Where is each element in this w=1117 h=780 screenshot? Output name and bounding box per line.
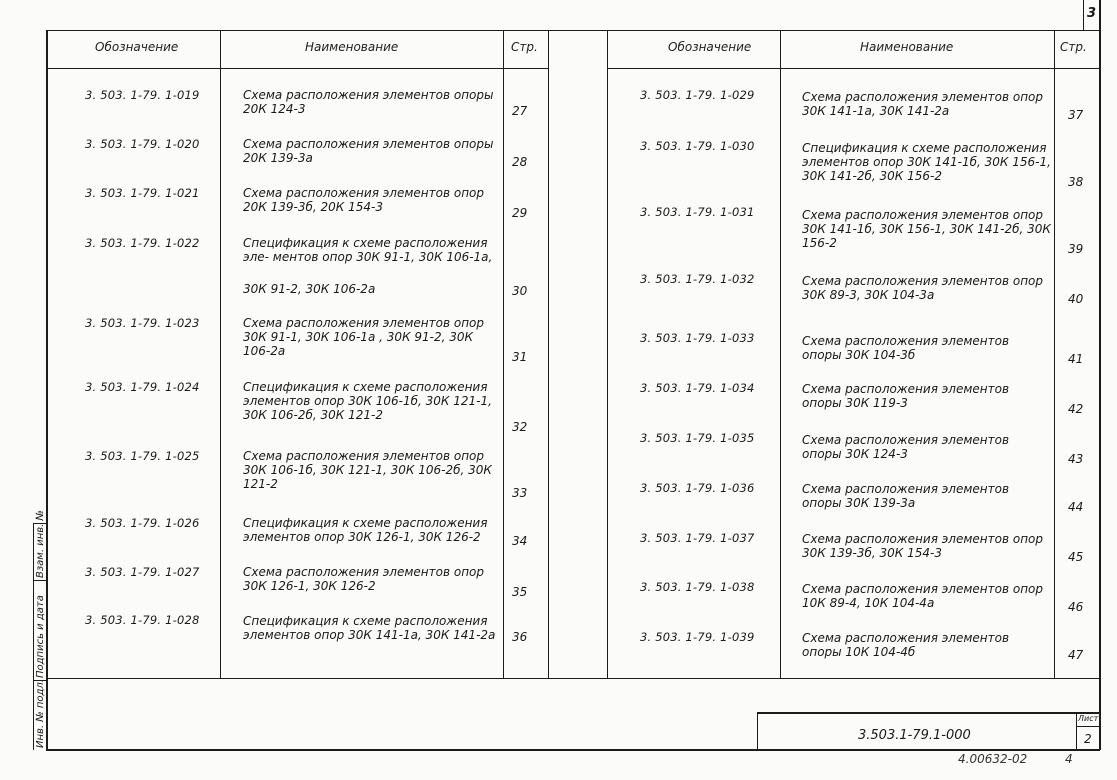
sheet-label: Лист bbox=[1078, 714, 1099, 723]
row-name: Схема расположения элементов опор 10К 89-4, 10К 104-4а bbox=[802, 582, 1044, 610]
row-name: Спецификация к схеме расположения эле- ментов опор 30К 91-1, 30К 106-1а, bbox=[243, 236, 493, 264]
side-label-replacement-inv: Взам. инв. № bbox=[35, 510, 46, 578]
row-page: 40 bbox=[1068, 292, 1084, 306]
row-name: Схема расположения элементов опор 30К 91-1, 30К 106-1а , 30К 91-2, 30К 106-2а bbox=[243, 316, 485, 358]
row-code: 3. 503. 1-79. 1-026 bbox=[85, 516, 200, 530]
row-name: Схема расположения элементов опоры 20К 124-3 bbox=[243, 88, 494, 116]
row-code: 3. 503. 1-79. 1-029 bbox=[640, 88, 755, 102]
row-name: Схема расположения элементов опоры 30К 124-3 bbox=[802, 433, 1010, 461]
row-page: 45 bbox=[1068, 550, 1084, 564]
row-code: 3. 503. 1-79. 1-025 bbox=[85, 449, 200, 463]
row-code: 3. 503. 1-79. 1-019 bbox=[85, 88, 200, 102]
row-name: Схема расположения элементов опоры 30К 119-3 bbox=[802, 382, 1010, 410]
row-page: 33 bbox=[512, 486, 528, 500]
row-name: Спецификация к схеме расположения элементов опор 30К 126-1, 30К 126-2 bbox=[243, 516, 488, 544]
row-name: Схема расположения элементов опоры 20К 139-3а bbox=[243, 137, 494, 165]
row-page: 44 bbox=[1068, 500, 1084, 514]
header-name-right: Наименование bbox=[860, 40, 954, 54]
row-page: 29 bbox=[512, 206, 528, 220]
row-code: 3. 503. 1-79. 1-034 bbox=[640, 381, 755, 395]
row-page: 39 bbox=[1068, 242, 1084, 256]
row-page: 42 bbox=[1068, 402, 1084, 416]
frame-bottom bbox=[46, 749, 1100, 751]
row-name: Схема расположения элементов опор 30К 141-1б, 30К 156-1, 30К 141-2б, 30К 156-2 bbox=[802, 208, 1051, 250]
row-name: Схема расположения элементов опор 30К 106-1б, 30К 121-1, 30К 106-2б, 30К 121-2 bbox=[243, 449, 492, 491]
row-code: 3. 503. 1-79. 1-032 bbox=[640, 272, 755, 286]
sheet-value: 2 bbox=[1084, 732, 1092, 746]
row-code: 3. 503. 1-79. 1-037 bbox=[640, 531, 755, 545]
row-name: Спецификация к схеме расположения элементов опор 30К 141-1а, 30К 141-2а bbox=[243, 614, 496, 642]
row-page: 27 bbox=[512, 104, 528, 118]
row-code: 3. 503. 1-79. 1-028 bbox=[85, 613, 200, 627]
row-code: 3. 503. 1-79. 1-023 bbox=[85, 316, 200, 330]
row-page: 28 bbox=[512, 155, 528, 169]
row-name-continued: 30К 91-2, 30К 106-2а bbox=[243, 282, 376, 296]
row-page: 41 bbox=[1068, 352, 1084, 366]
row-page: 47 bbox=[1068, 648, 1084, 662]
row-code: 3. 503. 1-79. 1-030 bbox=[640, 139, 755, 153]
row-name: Схема расположения элементов опор 20К 139-3б, 20К 154-3 bbox=[243, 186, 485, 214]
header-name-left: Наименование bbox=[305, 40, 399, 54]
row-page: 36 bbox=[512, 630, 528, 644]
row-page: 32 bbox=[512, 420, 528, 434]
handwritten-note: 4.00632-02 bbox=[958, 752, 1028, 766]
row-page: 35 bbox=[512, 585, 528, 599]
row-code: 3. 503. 1-79. 1-022 bbox=[85, 236, 200, 250]
row-page: 37 bbox=[1068, 108, 1084, 122]
row-page: 34 bbox=[512, 534, 528, 548]
handwritten-num: 4 bbox=[1065, 752, 1073, 766]
document-code: 3.503.1-79.1-000 bbox=[858, 728, 971, 743]
row-code: 3. 503. 1-79. 1-036 bbox=[640, 481, 755, 495]
frame-left bbox=[46, 30, 48, 750]
row-code: 3. 503. 1-79. 1-033 bbox=[640, 331, 755, 345]
frame-right bbox=[1099, 0, 1101, 750]
row-name: Схема расположения элементов опоры 10К 104-4б bbox=[802, 631, 1010, 659]
row-name: Схема расположения элементов опор 30К 139-3б, 30К 154-3 bbox=[802, 532, 1044, 560]
sheet-number: 3 bbox=[1087, 6, 1097, 21]
header-designation-right: Обозначение bbox=[668, 40, 752, 54]
row-page: 43 bbox=[1068, 452, 1084, 466]
row-name: Спецификация к схеме расположения элементов опор 30К 141-1б, 30К 156-1, 30К 141-2б, 30К 156-2 bbox=[802, 141, 1051, 183]
row-code: 3. 503. 1-79. 1-038 bbox=[640, 580, 755, 594]
row-page: 30 bbox=[512, 284, 528, 298]
row-code: 3. 503. 1-79. 1-024 bbox=[85, 380, 200, 394]
row-name: Спецификация к схеме расположения элементов опор 30К 106-1б, 30К 121-1, 30К 106-2б, 30К 121-2 bbox=[243, 380, 492, 422]
row-code: 3. 503. 1-79. 1-039 bbox=[640, 630, 755, 644]
frame-top bbox=[46, 30, 1100, 31]
row-code: 3. 503. 1-79. 1-021 bbox=[85, 186, 200, 200]
row-page: 38 bbox=[1068, 175, 1084, 189]
row-name: Схема расположения элементов опор 30К 89-3, 30К 104-3а bbox=[802, 274, 1044, 302]
side-label-inv-subl: Инв. № подл. bbox=[35, 679, 46, 748]
row-code: 3. 503. 1-79. 1-020 bbox=[85, 137, 200, 151]
header-designation-left: Обозначение bbox=[95, 40, 179, 54]
header-page-right: Стр. bbox=[1060, 40, 1087, 54]
row-name: Схема расположения элементов опор 30К 141-1а, 30К 141-2а bbox=[802, 90, 1044, 118]
header-page-left: Стр. bbox=[511, 40, 538, 54]
row-code: 3. 503. 1-79. 1-035 bbox=[640, 431, 755, 445]
row-page: 46 bbox=[1068, 600, 1084, 614]
row-page: 31 bbox=[512, 350, 528, 364]
row-name: Схема расположения элементов опор 30К 126-1, 30К 126-2 bbox=[243, 565, 485, 593]
row-name: Схема расположения элементов опоры 30К 104-3б bbox=[802, 334, 1010, 362]
row-code: 3. 503. 1-79. 1-027 bbox=[85, 565, 200, 579]
side-label-signature-date: Подпись и дата bbox=[35, 595, 46, 678]
row-code: 3. 503. 1-79. 1-031 bbox=[640, 205, 755, 219]
row-name: Схема расположения элементов опоры 30К 139-3а bbox=[802, 482, 1010, 510]
